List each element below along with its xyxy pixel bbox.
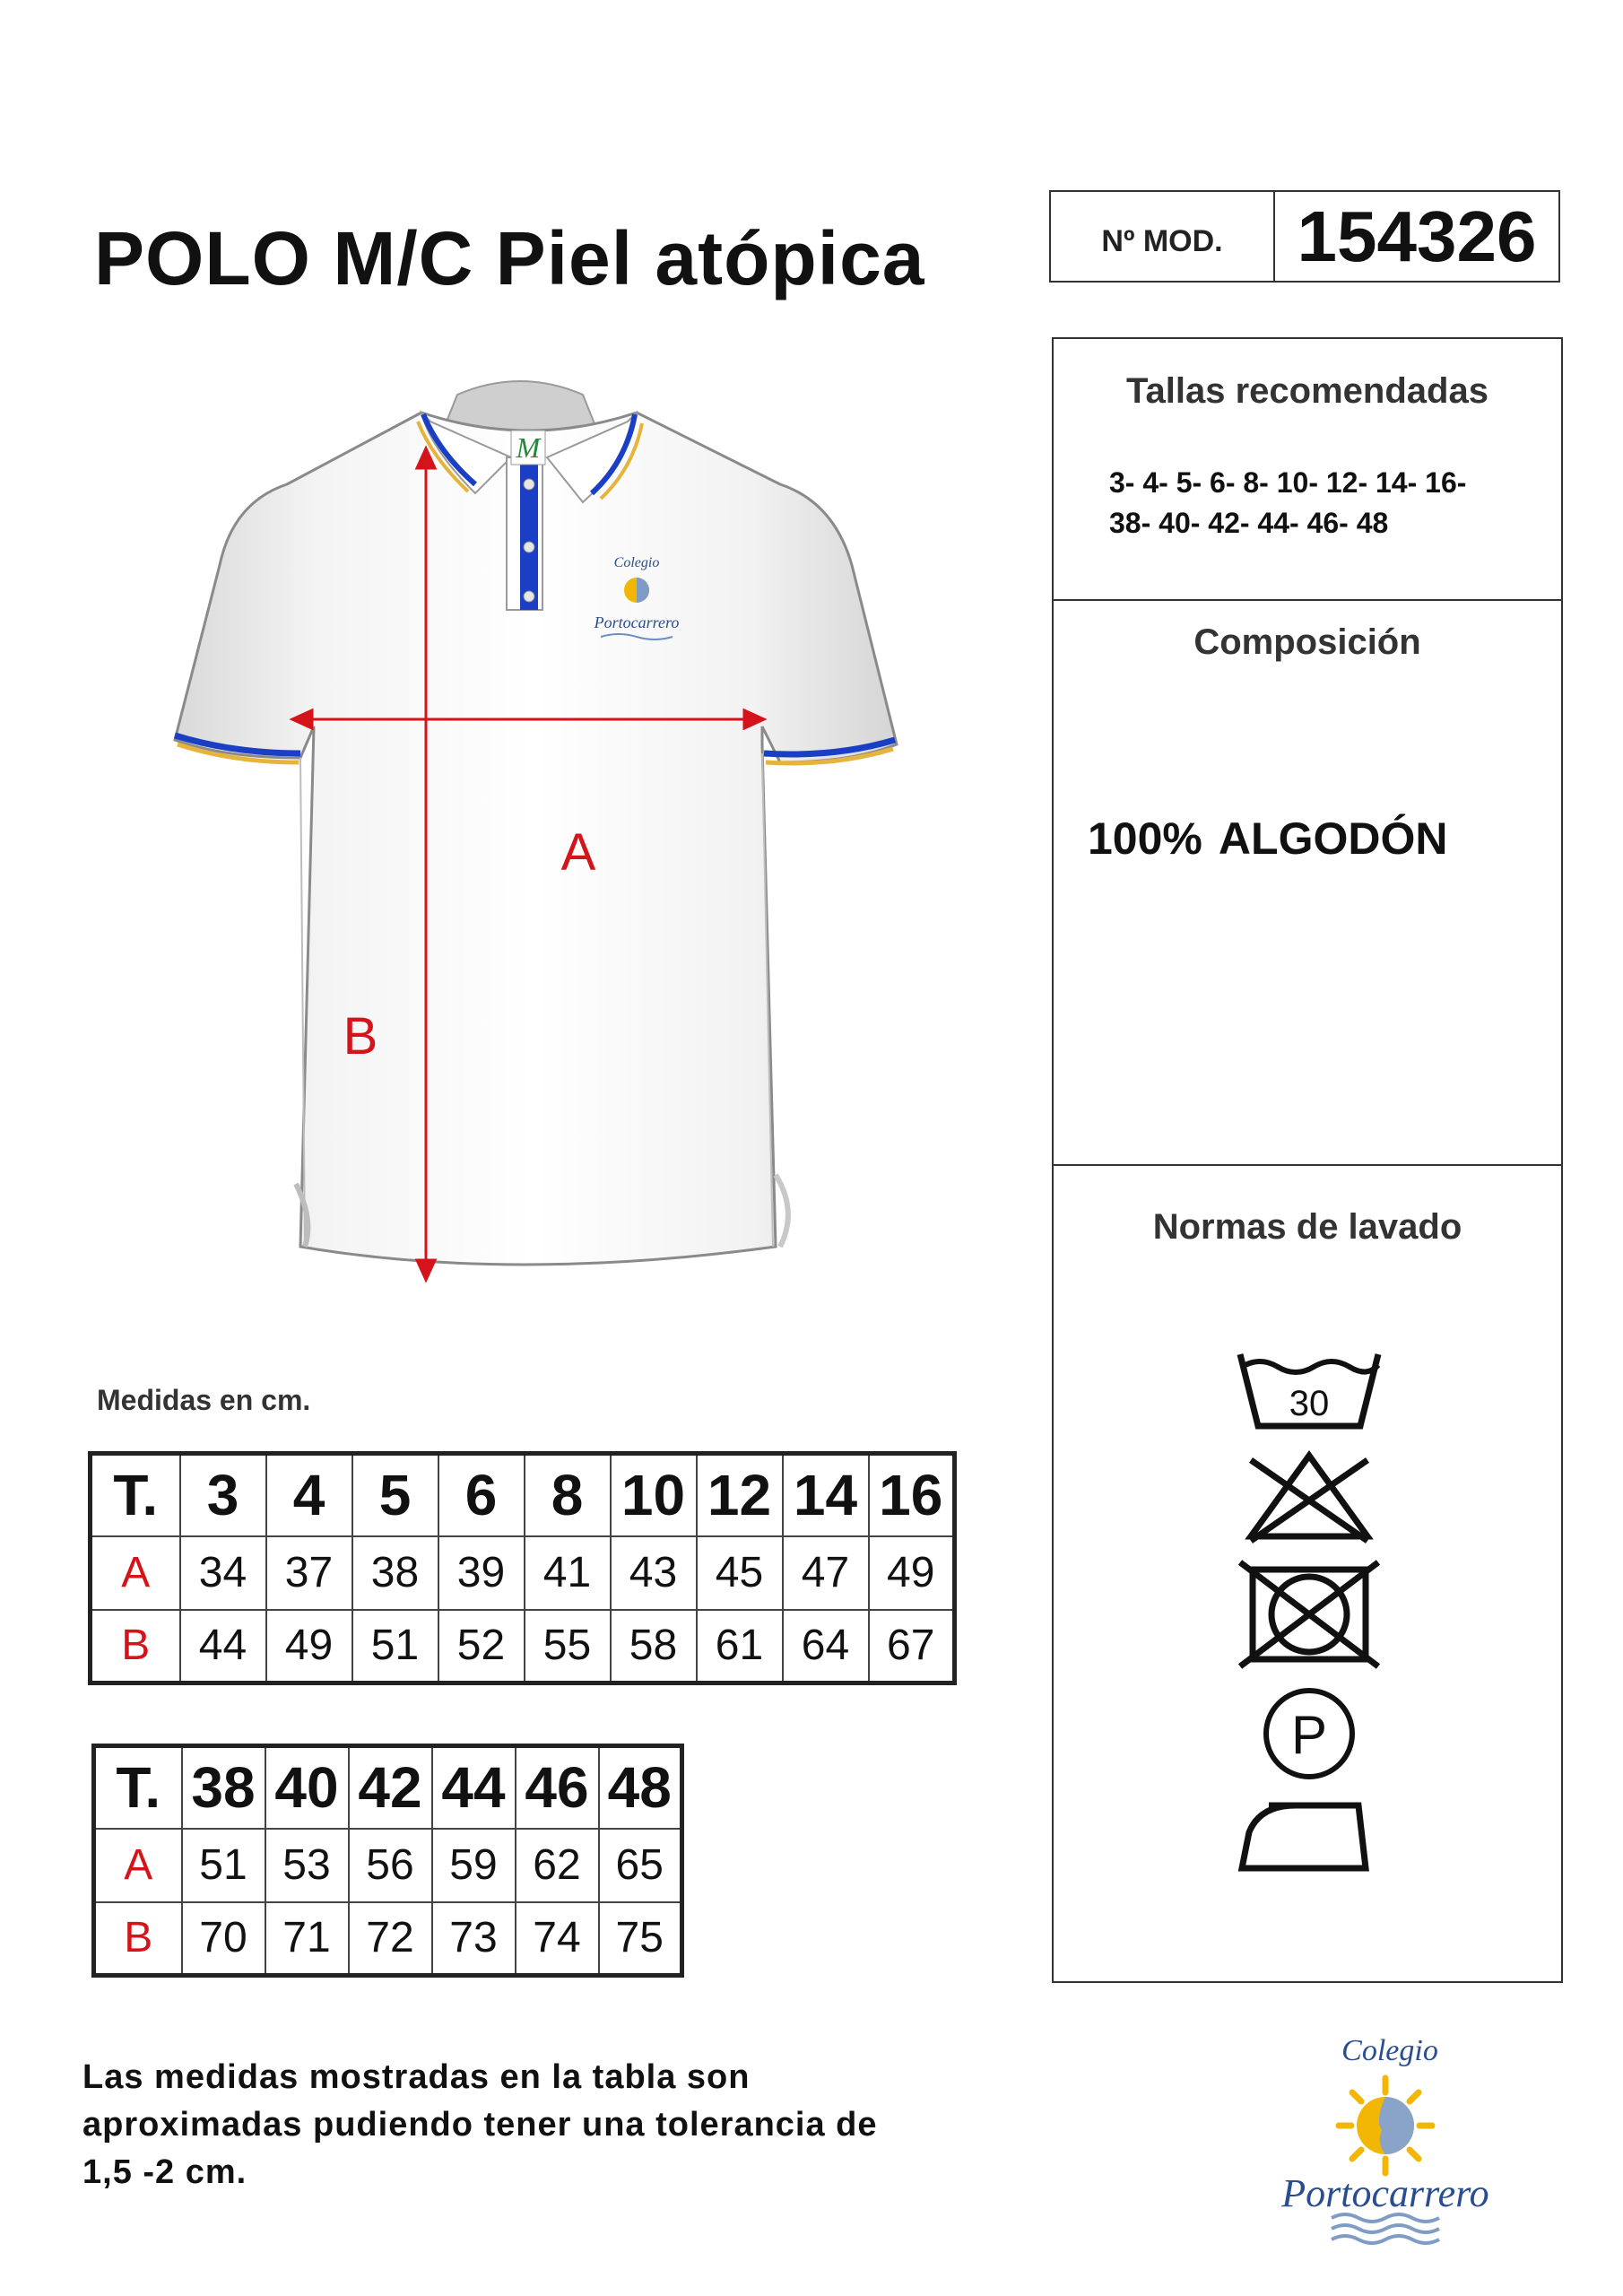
table-header-row bbox=[94, 1746, 682, 1829]
school-logo bbox=[1251, 2022, 1520, 2247]
row-label: B bbox=[94, 1902, 182, 1976]
table-header-label: T. bbox=[91, 1454, 180, 1536]
no-bleach-icon bbox=[1251, 1456, 1367, 1541]
size-cell: 42 bbox=[349, 1746, 432, 1829]
polo-shirt-illustration bbox=[135, 359, 906, 1309]
table-cell: 72 bbox=[349, 1902, 432, 1976]
logo-bottom-text: Portocarrero bbox=[1281, 2171, 1489, 2215]
size-cell: 38 bbox=[182, 1746, 265, 1829]
table-cell: 37 bbox=[266, 1536, 352, 1610]
logo-top-text: Colegio bbox=[1341, 2034, 1438, 2067]
iron-icon bbox=[1242, 1805, 1366, 1868]
table-cell: 45 bbox=[697, 1536, 783, 1610]
waves-icon bbox=[1332, 2214, 1439, 2243]
model-number: 154326 bbox=[1297, 196, 1537, 276]
row-label: A bbox=[94, 1829, 182, 1902]
size-cell: 8 bbox=[525, 1454, 611, 1536]
no-tumble-dry-icon bbox=[1240, 1562, 1378, 1666]
svg-text:Colegio: Colegio bbox=[613, 555, 660, 570]
row-label: B bbox=[91, 1610, 180, 1683]
table-row bbox=[91, 1536, 955, 1610]
model-label: Nº MOD. bbox=[1051, 192, 1275, 281]
size-cell: 5 bbox=[352, 1454, 438, 1536]
table-header-row bbox=[91, 1454, 955, 1536]
size-table-large bbox=[91, 1744, 684, 1978]
size-cell: 40 bbox=[265, 1746, 349, 1829]
size-cell: 48 bbox=[599, 1746, 682, 1829]
table-cell: 64 bbox=[783, 1610, 869, 1683]
care-instructions bbox=[1233, 1344, 1385, 1882]
divider bbox=[1054, 1164, 1561, 1166]
table-cell: 61 bbox=[697, 1610, 783, 1683]
size-cell: 46 bbox=[516, 1746, 599, 1829]
size-cell: 14 bbox=[783, 1454, 869, 1536]
disclaimer-line: 1,5 -2 cm. bbox=[82, 2153, 247, 2191]
composition-value: 100% ALGODÓN bbox=[1088, 813, 1448, 864]
wash-30-icon bbox=[1240, 1354, 1378, 1426]
info-panel bbox=[1052, 337, 1563, 1983]
recommended-sizes-line-1: 3- 4- 5- 6- 8- 10- 12- 14- 16- bbox=[1109, 466, 1467, 499]
table-cell: 62 bbox=[516, 1829, 599, 1902]
svg-text:Portocarrero: Portocarrero bbox=[594, 613, 680, 631]
sizes-title: Tallas recomendadas bbox=[1126, 371, 1488, 411]
table-cell: 47 bbox=[783, 1536, 869, 1610]
table-cell: 65 bbox=[599, 1829, 682, 1902]
table-row bbox=[94, 1829, 682, 1902]
table-row bbox=[91, 1610, 955, 1683]
size-cell: 44 bbox=[432, 1746, 516, 1829]
table-cell: 73 bbox=[432, 1902, 516, 1976]
table-cell: 58 bbox=[611, 1610, 697, 1683]
table-cell: 38 bbox=[352, 1536, 438, 1610]
row-label: A bbox=[91, 1536, 180, 1610]
table-cell: 34 bbox=[180, 1536, 266, 1610]
table-cell: 67 bbox=[869, 1610, 955, 1683]
table-cell: 51 bbox=[182, 1829, 265, 1902]
tolerance-disclaimer bbox=[82, 2054, 1051, 2196]
table-cell: 49 bbox=[869, 1536, 955, 1610]
label-a: A bbox=[560, 823, 596, 882]
page-title: POLO M/C Piel atópica bbox=[94, 216, 925, 300]
svg-text:P: P bbox=[1290, 1705, 1328, 1765]
table-row bbox=[94, 1902, 682, 1976]
table-cell: 74 bbox=[516, 1902, 599, 1976]
care-title: Normas de lavado bbox=[1152, 1207, 1462, 1247]
size-table-small bbox=[88, 1451, 957, 1685]
table-cell: 71 bbox=[265, 1902, 349, 1976]
collar-badge-text: M bbox=[516, 431, 541, 464]
table-cell: 55 bbox=[525, 1610, 611, 1683]
composition-title: Composición bbox=[1193, 622, 1421, 662]
disclaimer-line: Las medidas mostradas en la tabla son bbox=[82, 2058, 751, 2096]
table-cell: 39 bbox=[438, 1536, 525, 1610]
table-cell: 41 bbox=[525, 1536, 611, 1610]
model-number-box bbox=[1049, 190, 1560, 283]
recommended-sizes-line-2: 38- 40- 42- 44- 46- 48 bbox=[1109, 507, 1389, 539]
size-cell: 4 bbox=[266, 1454, 352, 1536]
size-cell: 3 bbox=[180, 1454, 266, 1536]
table-header-label: T. bbox=[94, 1746, 182, 1829]
table-cell: 70 bbox=[182, 1902, 265, 1976]
table-cell: 49 bbox=[266, 1610, 352, 1683]
label-b: B bbox=[343, 1007, 378, 1065]
table-cell: 44 bbox=[180, 1610, 266, 1683]
divider bbox=[1054, 599, 1561, 601]
table-cell: 59 bbox=[432, 1829, 516, 1902]
table-cell: 51 bbox=[352, 1610, 438, 1683]
table-cell: 53 bbox=[265, 1829, 349, 1902]
size-cell: 6 bbox=[438, 1454, 525, 1536]
table-cell: 43 bbox=[611, 1536, 697, 1610]
table-cell: 75 bbox=[599, 1902, 682, 1976]
disclaimer-line: aproximadas pudiendo tener una tolerancia de bbox=[82, 2106, 878, 2144]
size-cell: 16 bbox=[869, 1454, 955, 1536]
size-cell: 12 bbox=[697, 1454, 783, 1536]
sun-icon bbox=[1339, 2078, 1432, 2173]
svg-text:30: 30 bbox=[1289, 1384, 1330, 1423]
size-cell: 10 bbox=[611, 1454, 697, 1536]
dry-clean-p-icon bbox=[1266, 1691, 1352, 1777]
table-cell: 52 bbox=[438, 1610, 525, 1683]
table-cell: 56 bbox=[349, 1829, 432, 1902]
measures-note: Medidas en cm. bbox=[97, 1384, 311, 1416]
